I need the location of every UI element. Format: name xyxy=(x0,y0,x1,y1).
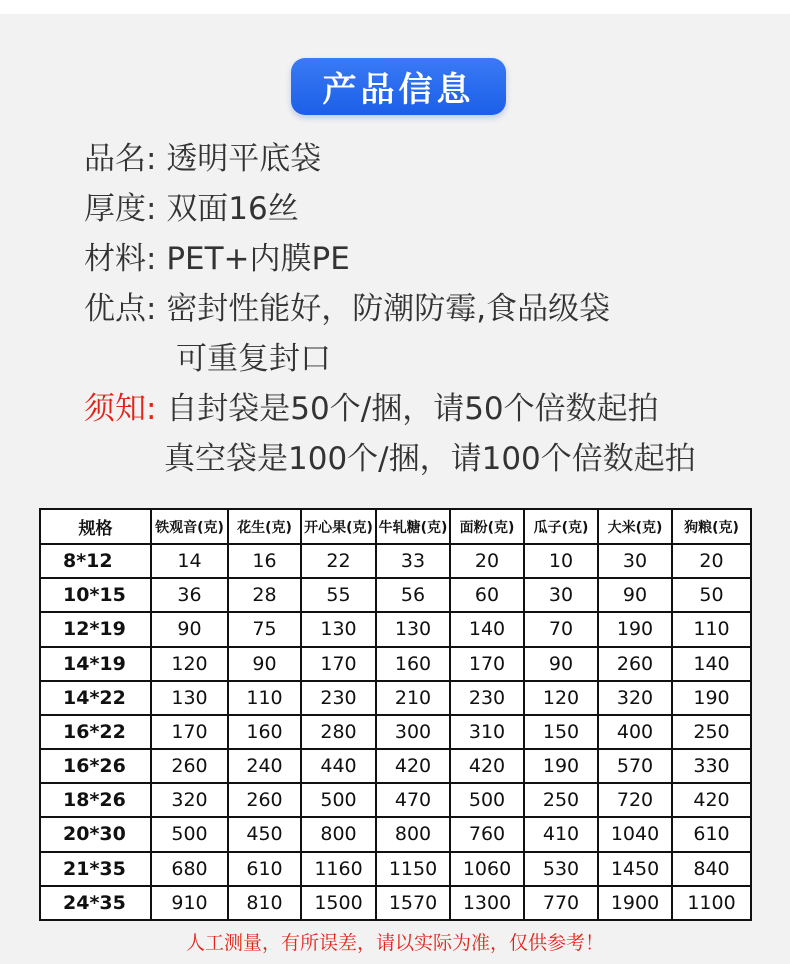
size-cell: 16*22 xyxy=(40,715,151,749)
weight-cell: 56 xyxy=(376,578,450,612)
weight-cell: 110 xyxy=(228,681,301,715)
weight-cell: 170 xyxy=(151,715,228,749)
weight-cell: 36 xyxy=(151,578,228,612)
weight-cell: 420 xyxy=(672,783,751,817)
size-cell: 16*26 xyxy=(40,749,151,783)
weight-cell: 33 xyxy=(376,544,450,578)
weight-cell: 1500 xyxy=(301,886,376,920)
weight-cell: 500 xyxy=(151,817,228,851)
weight-cell: 170 xyxy=(301,647,376,681)
weight-cell: 210 xyxy=(376,681,450,715)
weight-cell: 60 xyxy=(450,578,524,612)
table-row xyxy=(40,749,751,783)
weight-cell: 250 xyxy=(672,715,751,749)
weight-cell: 22 xyxy=(301,544,376,578)
weight-cell: 28 xyxy=(228,578,301,612)
info-row-notice xyxy=(84,384,764,434)
weight-cell: 330 xyxy=(672,749,751,783)
weight-cell: 170 xyxy=(450,647,524,681)
info-row-advantage-cont xyxy=(84,334,764,384)
column-header: 花生(克) xyxy=(228,509,301,544)
weight-cell: 1060 xyxy=(450,852,524,886)
weight-cell: 760 xyxy=(450,817,524,851)
weight-cell: 310 xyxy=(450,715,524,749)
weight-cell: 190 xyxy=(524,749,598,783)
weight-cell: 130 xyxy=(151,681,228,715)
column-header: 铁观音(克) xyxy=(151,509,228,544)
weight-cell: 420 xyxy=(376,749,450,783)
weight-cell: 320 xyxy=(151,783,228,817)
weight-cell: 140 xyxy=(672,647,751,681)
weight-cell: 75 xyxy=(228,612,301,646)
top-strip xyxy=(0,0,790,14)
weight-cell: 1450 xyxy=(598,852,672,886)
weight-cell: 1040 xyxy=(598,817,672,851)
table-header-row xyxy=(40,509,751,544)
weight-cell: 110 xyxy=(672,612,751,646)
info-label: 厚度: xyxy=(84,191,157,227)
table-row xyxy=(40,578,751,612)
weight-cell: 470 xyxy=(376,783,450,817)
weight-cell: 610 xyxy=(672,817,751,851)
weight-cell: 1570 xyxy=(376,886,450,920)
size-cell: 14*22 xyxy=(40,681,151,715)
weight-cell: 30 xyxy=(524,578,598,612)
weight-cell: 120 xyxy=(151,647,228,681)
column-header: 狗粮(克) xyxy=(672,509,751,544)
info-value: 可重复封口 xyxy=(176,341,331,377)
info-row-thickness xyxy=(84,184,764,234)
info-value: 透明平底袋 xyxy=(166,141,322,177)
info-value: 双面16丝 xyxy=(166,191,299,227)
column-header: 瓜子(克) xyxy=(524,509,598,544)
weight-cell: 20 xyxy=(450,544,524,578)
column-header: 面粉(克) xyxy=(450,509,524,544)
weight-cell: 450 xyxy=(228,817,301,851)
weight-cell: 610 xyxy=(228,852,301,886)
size-cell: 21*35 xyxy=(40,852,151,886)
weight-cell: 70 xyxy=(524,612,598,646)
weight-cell: 1160 xyxy=(301,852,376,886)
weight-cell: 500 xyxy=(301,783,376,817)
weight-cell: 320 xyxy=(598,681,672,715)
weight-cell: 910 xyxy=(151,886,228,920)
weight-cell: 720 xyxy=(598,783,672,817)
weight-cell: 140 xyxy=(450,612,524,646)
weight-cell: 1900 xyxy=(598,886,672,920)
size-cell: 12*19 xyxy=(40,612,151,646)
weight-cell: 250 xyxy=(524,783,598,817)
size-cell: 18*26 xyxy=(40,783,151,817)
weight-cell: 440 xyxy=(301,749,376,783)
weight-cell: 570 xyxy=(598,749,672,783)
weight-cell: 1150 xyxy=(376,852,450,886)
weight-cell: 810 xyxy=(228,886,301,920)
table-row xyxy=(40,681,751,715)
table-row xyxy=(40,544,751,578)
weight-cell: 90 xyxy=(228,647,301,681)
info-value: 自封袋是50个/捆，请50个倍数起拍 xyxy=(166,391,659,427)
table-row xyxy=(40,783,751,817)
info-row-advantage xyxy=(84,284,764,334)
weight-cell: 400 xyxy=(598,715,672,749)
column-header: 规格 xyxy=(40,509,151,544)
size-cell: 10*15 xyxy=(40,578,151,612)
weight-cell: 130 xyxy=(301,612,376,646)
weight-cell: 90 xyxy=(151,612,228,646)
column-header: 开心果(克) xyxy=(301,509,376,544)
info-label: 品名: xyxy=(84,141,157,177)
weight-cell: 680 xyxy=(151,852,228,886)
weight-cell: 410 xyxy=(524,817,598,851)
weight-cell: 1100 xyxy=(672,886,751,920)
weight-cell: 30 xyxy=(598,544,672,578)
weight-cell: 55 xyxy=(301,578,376,612)
weight-cell: 90 xyxy=(524,647,598,681)
info-row-notice-cont xyxy=(84,434,764,484)
measurement-disclaimer: 人工测量，有所误差，请以实际为准，仅供参考！ xyxy=(185,932,604,954)
info-label: 优点: xyxy=(84,291,157,327)
table-row xyxy=(40,647,751,681)
weight-cell: 420 xyxy=(450,749,524,783)
weight-cell: 300 xyxy=(376,715,450,749)
weight-cell: 230 xyxy=(450,681,524,715)
weight-cell: 500 xyxy=(450,783,524,817)
table-row xyxy=(40,852,751,886)
weight-cell: 1300 xyxy=(450,886,524,920)
weight-cell: 260 xyxy=(228,783,301,817)
notice-label: 须知: xyxy=(84,391,157,427)
table-row xyxy=(40,817,751,851)
weight-cell: 230 xyxy=(301,681,376,715)
weight-cell: 770 xyxy=(524,886,598,920)
weight-cell: 10 xyxy=(524,544,598,578)
size-weight-table xyxy=(39,508,752,921)
product-info-list xyxy=(84,134,764,484)
column-header: 牛轧糖(克) xyxy=(376,509,450,544)
weight-cell: 260 xyxy=(598,647,672,681)
weight-cell: 14 xyxy=(151,544,228,578)
product-info-title: 产品信息 xyxy=(291,58,506,115)
weight-cell: 280 xyxy=(301,715,376,749)
info-row-material xyxy=(84,234,764,284)
weight-cell: 800 xyxy=(376,817,450,851)
weight-cell: 16 xyxy=(228,544,301,578)
weight-cell: 20 xyxy=(672,544,751,578)
weight-cell: 150 xyxy=(524,715,598,749)
info-row-name xyxy=(84,134,764,184)
info-value: 密封性能好，防潮防霉,食品级袋 xyxy=(166,291,611,327)
weight-cell: 240 xyxy=(228,749,301,783)
info-label: 材料: xyxy=(84,241,157,277)
weight-cell: 120 xyxy=(524,681,598,715)
table-row xyxy=(40,612,751,646)
weight-cell: 840 xyxy=(672,852,751,886)
weight-cell: 90 xyxy=(598,578,672,612)
size-cell: 14*19 xyxy=(40,647,151,681)
column-header: 大米(克) xyxy=(598,509,672,544)
weight-cell: 800 xyxy=(301,817,376,851)
table-row xyxy=(40,886,751,920)
weight-cell: 260 xyxy=(151,749,228,783)
size-cell: 24*35 xyxy=(40,886,151,920)
info-value: 真空袋是100个/捆，请100个倍数起拍 xyxy=(164,441,696,477)
weight-cell: 190 xyxy=(598,612,672,646)
weight-cell: 160 xyxy=(376,647,450,681)
weight-cell: 130 xyxy=(376,612,450,646)
size-cell: 20*30 xyxy=(40,817,151,851)
table-row xyxy=(40,715,751,749)
size-cell: 8*12 xyxy=(40,544,151,578)
weight-cell: 160 xyxy=(228,715,301,749)
info-value: PET+内膜PE xyxy=(166,241,350,277)
weight-cell: 50 xyxy=(672,578,751,612)
weight-cell: 190 xyxy=(672,681,751,715)
weight-cell: 530 xyxy=(524,852,598,886)
